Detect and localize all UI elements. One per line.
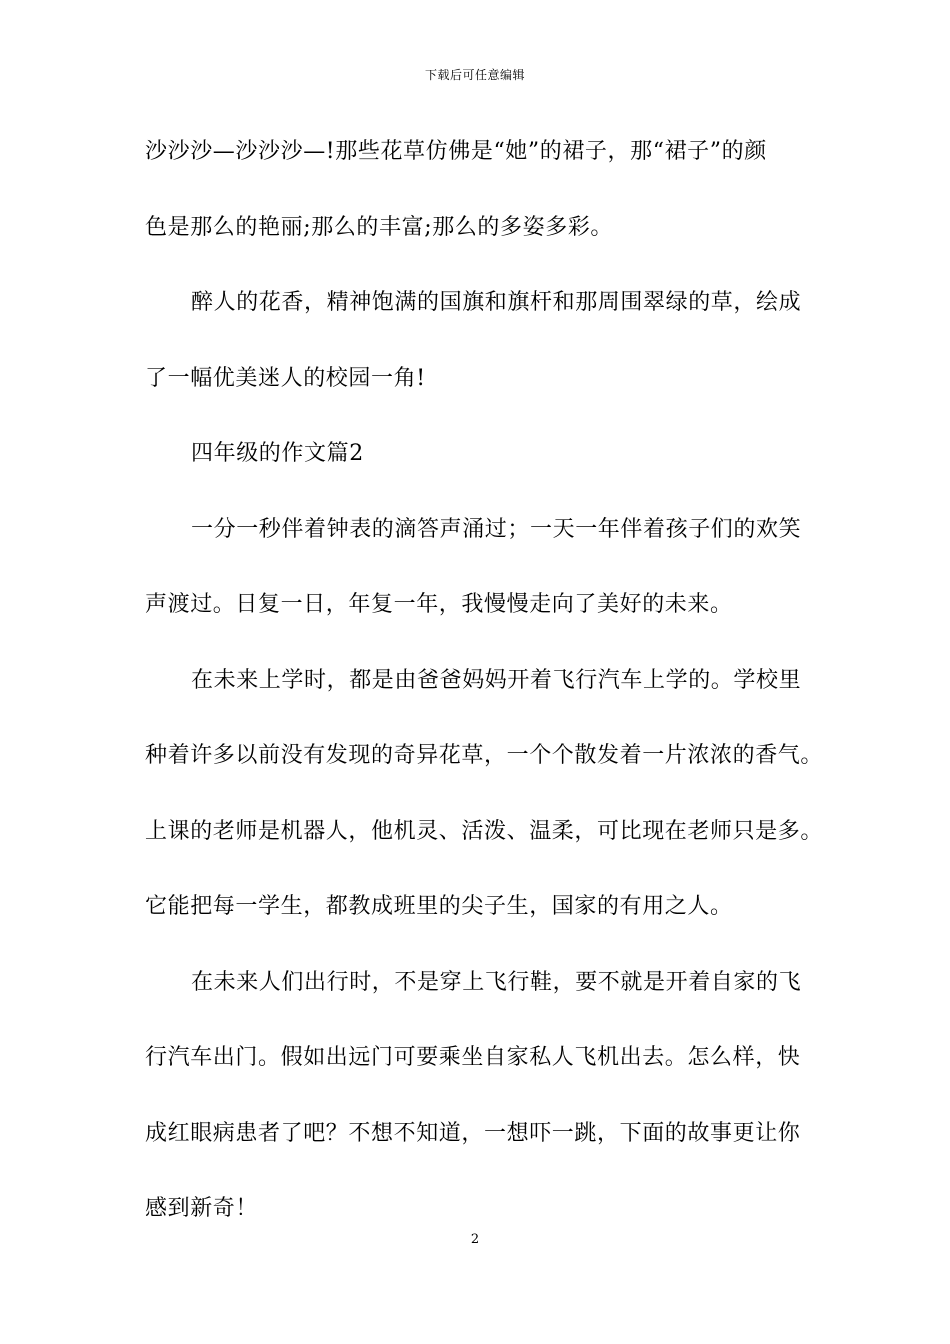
text-line: 沙沙沙—沙沙沙—!那些花草仿佛是“她”的裙子，那“裙子”的颜	[145, 139, 767, 164]
page-number: 2	[470, 1232, 480, 1247]
page-header: 下载后可任意编辑	[424, 68, 525, 82]
text-line: 行汽车出门。假如出远门可要乘坐自家私人飞机出去。怎么样，快	[145, 1045, 801, 1070]
text-line: 了一幅优美迷人的校园一角!	[145, 365, 426, 391]
section-heading: 四年级的作文篇2	[191, 441, 364, 466]
text-line: 一分一秒伴着钟表的滴答声涌过；一天一年伴着孩子们的欢笑	[191, 516, 802, 542]
text-line: 成红眼病患者了吧？不想不知道，一想吓一跳，下面的故事更让你	[145, 1120, 801, 1146]
text-line: 在未来上学时，都是由爸爸妈妈开着飞行汽车上学的。学校里	[191, 667, 802, 693]
text-line: 色是那么的艳丽;那么的丰富;那么的多姿多彩。	[145, 214, 614, 240]
text-line: 声渡过。日复一日，年复一年，我慢慢走向了美好的未来。	[145, 592, 733, 617]
text-line: 种着许多以前没有发现的奇异花草，一个个散发着一片浓浓的香气。	[145, 743, 824, 768]
text-line: 它能把每一学生，都教成班里的尖子生，国家的有用之人。	[145, 894, 733, 919]
text-line: 在未来人们出行时，不是穿上飞行鞋，要不就是开着自家的飞	[191, 969, 802, 995]
document-body	[145, 132, 825, 1265]
text-line: 醉人的花香，精神饱满的国旗和旗杆和那周围翠绿的草，绘成	[191, 290, 802, 315]
text-line: 上课的老师是机器人，他机灵、活泼、温柔，可比现在老师只是多。	[145, 818, 824, 844]
text-line: 感到新奇！	[145, 1196, 259, 1221]
